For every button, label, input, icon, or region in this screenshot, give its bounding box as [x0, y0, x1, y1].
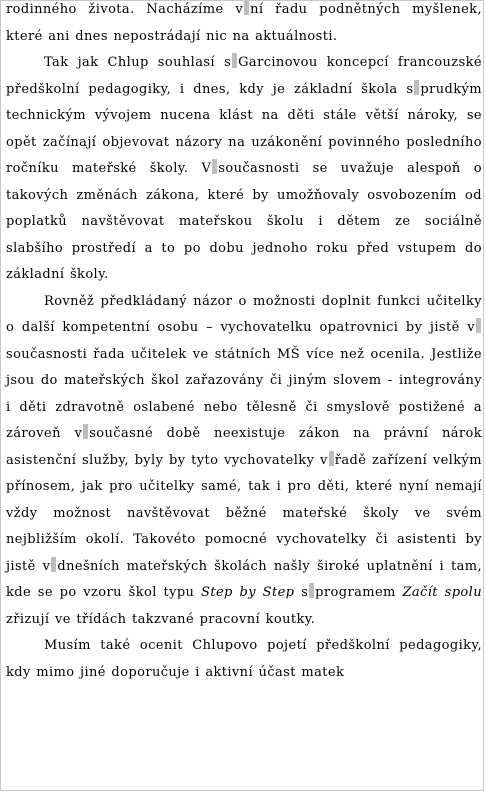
- text-run: současnosti řada učitelek ve státních MŠ více než ocenila. Jestliže jsou do mateřských škol zařazovány či jiným slovem - integrovány i děti zdravotně oslabené nebo tělesně či smyslově postižené a zároveň v: [6, 346, 482, 441]
- text-run: Musím také ocenit Chlupovo pojetí předškolní pedagogiky, kdy mimo jiné doporučuje i aktivní účast matek: [6, 638, 482, 680]
- text-run: současné době neexistuje zákon na právní nárok asistenční služby, byly by tyto vychovatelky v: [6, 426, 482, 468]
- nonbreaking-space-marker: [232, 53, 237, 68]
- paragraph: [6, 289, 482, 634]
- nonbreaking-space-marker: [212, 159, 217, 174]
- text-run: s: [294, 585, 309, 600]
- nonbreaking-space-marker: [83, 424, 88, 439]
- text-run: současnosti se uvažuje alespoň o takových změnách zákona, které by umožňovaly osvobozením od poplatků navštěvovat mateřskou školu i dětem ze sociálně slabšího prostředí a to po dobu jednoho roku před vstupem do základní školy.: [6, 161, 482, 282]
- text-run: v: [235, 2, 244, 17]
- nonbreaking-space-marker: [309, 583, 314, 598]
- text-run: řadě zařízení velkým přínosem, jak pro učitelky samé, tak i pro děti, které nyní nemají vždy možnost navštěvovat běžné mateřské školy ve svém nejbližším okolí. Takovéto pomocné vychovatelky či asistenti by jistě v: [6, 452, 482, 574]
- italic-text-run: Step by Step: [201, 585, 295, 600]
- italic-text-run: Začít spolu: [402, 585, 482, 600]
- paragraph: [6, 0, 482, 50]
- nonbreaking-space-marker: [51, 557, 56, 572]
- nonbreaking-space-marker: [329, 451, 334, 466]
- text-run: programem: [315, 585, 403, 600]
- paragraph: [6, 50, 482, 289]
- paragraph: [6, 633, 482, 686]
- text-run: dnešních mateřských školách našly široké uplatnění i tam, kde se po vzoru škol typu: [6, 558, 482, 600]
- nonbreaking-space-marker: [244, 0, 249, 15]
- text-run: Rovněž předkládaný názor o možnosti doplnit funkci učitelky o další kompetentní osobu – vychovatelku opatrovnici by jistě v: [6, 293, 482, 335]
- text-run: ní řadu podnětných myšlenek, které ani dnes nepostrádají nic na aktuálnosti.: [6, 2, 482, 44]
- text-run: Tak jak Chlup souhlasí s: [44, 55, 232, 70]
- nonbreaking-space-marker: [414, 80, 419, 95]
- text-run: zřizují ve třídách takzvané pracovní koutky.: [6, 611, 316, 627]
- document-body: [6, 0, 482, 686]
- text-run: rodinného života. Nacházíme: [6, 2, 236, 17]
- text-run: prudkým technickým vývojem nucena klást na děti stále větší nároky, se opět začínají objevovat názory na uzákonění povinného posledního ročníku mateřské školy. V: [6, 81, 482, 176]
- text-run: Garcinovou koncepcí francouzské předškolní pedagogiky, i dnes, kdy je základní škola s: [6, 55, 482, 97]
- nonbreaking-space-marker: [476, 318, 481, 333]
